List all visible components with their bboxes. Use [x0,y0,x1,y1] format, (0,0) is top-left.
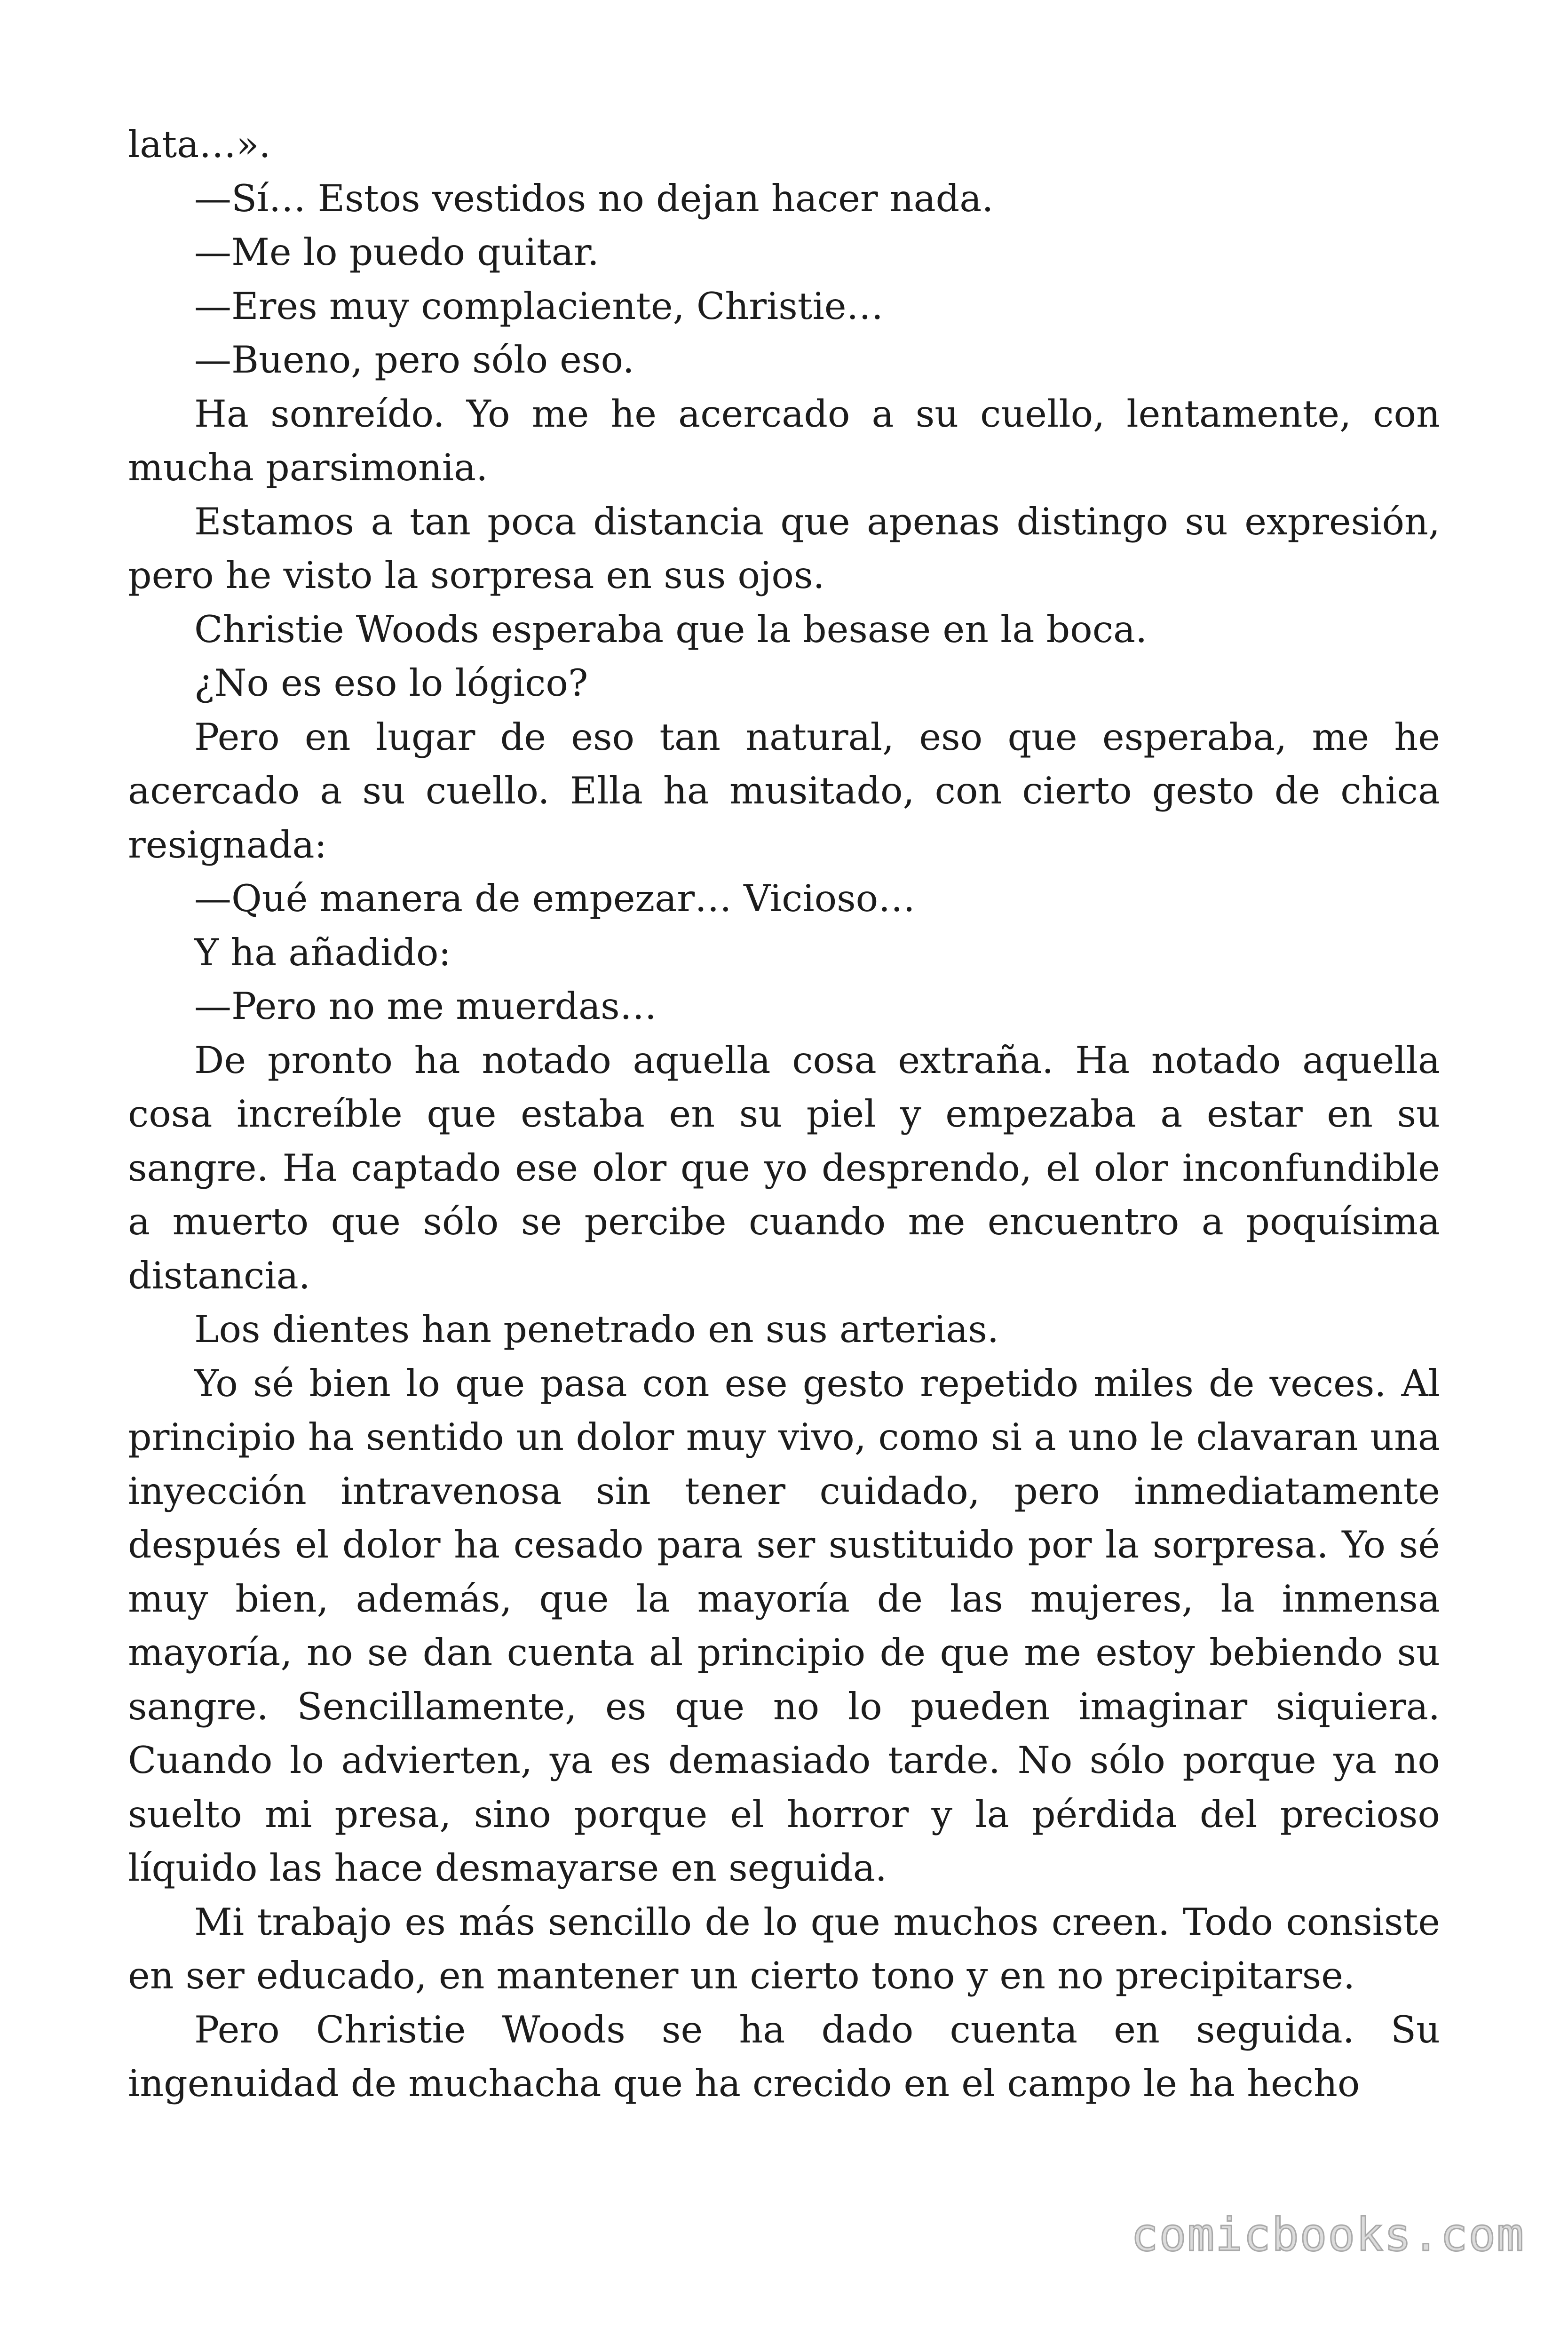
paragraph: —Me lo puedo quitar. [194,230,599,274]
paragraph: —Eres muy complaciente, Christie… [194,284,884,328]
paragraph: —Bueno, pero sólo eso. [194,338,634,381]
paragraph: De pronto ha notado aquella cosa extraña. Ha notado aquella cosa increíble que estaba en su piel y empezaba a estar en su sangre. Ha captado ese olor que yo desprendo, el olor inconfundible a muerto que sólo se percibe cuando me encuentro a poquísima distancia. [128,1038,1440,1297]
page-text [128,118,1440,2111]
paragraph: Mi trabajo es más sencillo de lo que muchos creen. Todo consiste en ser educado, en mantener un cierto tono y en no precipitarse. [128,1900,1440,1997]
paragraph: —Qué manera de empezar… Vicioso… [194,877,916,920]
paragraph: —Sí… Estos vestidos no dejan hacer nada. [194,176,994,220]
paragraph: —Pero no me muerdas… [194,985,657,1028]
paragraph: ¿No es eso lo lógico? [194,661,588,705]
watermark: comicbooks.com [1131,2209,1525,2261]
paragraph: Yo sé bien lo que pasa con ese gesto repetido miles de veces. Al principio ha sentido un dolor muy vivo, como si a uno le clavaran una inyección intravenosa sin tener cuidado, pero inmediatamente después el dolor ha cesado para ser sustituido por la sorpresa. Yo sé muy bien, además, que la mayoría de las mujeres, la inmensa mayoría, no se dan cuenta al principio de que me estoy bebiendo su sangre. Sencillamente, es que no lo pueden imaginar siquiera. Cuando lo advierten, ya es demasiado tarde. No sólo porque ya no suelto mi presa, sino porque el horror y la pérdida del precioso líquido las hace desmayarse en seguida. [128,1361,1440,1890]
paragraph: Ha sonreído. Yo me he acercado a su cuello, lentamente, con mucha parsimonia. [128,392,1440,489]
paragraph: Christie Woods esperaba que la besase en la boca. [194,607,1148,651]
paragraph: lata…». [128,123,271,166]
paragraph: Los dientes han penetrado en sus arterias. [194,1308,999,1351]
paragraph: Pero Christie Woods se ha dado cuenta en seguida. Su ingenuidad de muchacha que ha crecido en el campo le ha hecho [128,2008,1440,2105]
paragraph: Y ha añadido: [194,930,451,974]
paragraph: Estamos a tan poca distancia que apenas distingo su expresión, pero he visto la sorpresa en sus ojos. [128,500,1440,597]
paragraph: Pero en lugar de eso tan natural, eso que esperaba, me he acercado a su cuello. Ella ha musitado, con cierto gesto de chica resignada: [128,715,1440,866]
